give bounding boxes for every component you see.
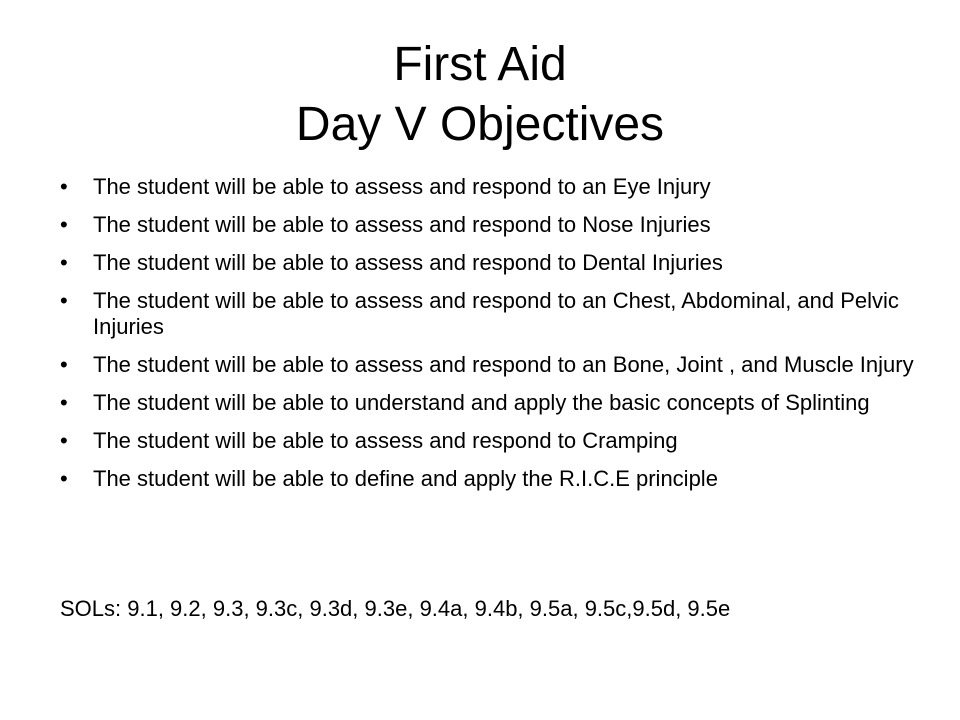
objective-item — [60, 390, 920, 416]
bullet-dot-icon: • — [60, 174, 68, 199]
objective-text: The student will be able to assess and respond to an Eye Injury — [93, 174, 711, 199]
objective-text: The student will be able to understand and apply the basic concepts of Splinting — [93, 390, 870, 415]
bullet-dot-icon: • — [60, 288, 68, 313]
bullet-dot-icon: • — [60, 390, 68, 415]
objective-text: The student will be able to assess and respond to Cramping — [93, 428, 678, 453]
objective-item — [60, 174, 920, 200]
objective-text: The student will be able to assess and respond to an Bone, Joint , and Muscle Injury — [93, 352, 914, 377]
bullet-dot-icon: • — [60, 466, 68, 491]
objective-item — [60, 288, 920, 340]
objectives-list — [60, 174, 920, 504]
objective-item — [60, 352, 920, 378]
objective-text: The student will be able to assess and respond to Nose Injuries — [93, 212, 711, 237]
objective-item — [60, 428, 920, 454]
objective-text: The student will be able to define and apply the R.I.C.E principle — [93, 466, 718, 491]
objective-item — [60, 466, 920, 492]
objective-item — [60, 212, 920, 238]
bullet-dot-icon: • — [60, 352, 68, 377]
objective-item — [60, 250, 920, 276]
title-line-1: First Aid — [393, 38, 567, 91]
bullet-dot-icon: • — [60, 212, 68, 237]
sols-text: SOLs: 9.1, 9.2, 9.3, 9.3c, 9.3d, 9.3e, 9.4a, 9.4b, 9.5a, 9.5c,9.5d, 9.5e — [60, 596, 731, 621]
bullet-dot-icon: • — [60, 250, 68, 275]
objective-text: The student will be able to assess and respond to an Chest, Abdominal, and Pelvic Injuries — [93, 288, 899, 339]
title-line-2: Day V Objectives — [295, 98, 665, 151]
bullet-dot-icon: • — [60, 428, 68, 453]
slide-title — [0, 35, 960, 155]
objective-text: The student will be able to assess and respond to Dental Injuries — [93, 250, 723, 275]
